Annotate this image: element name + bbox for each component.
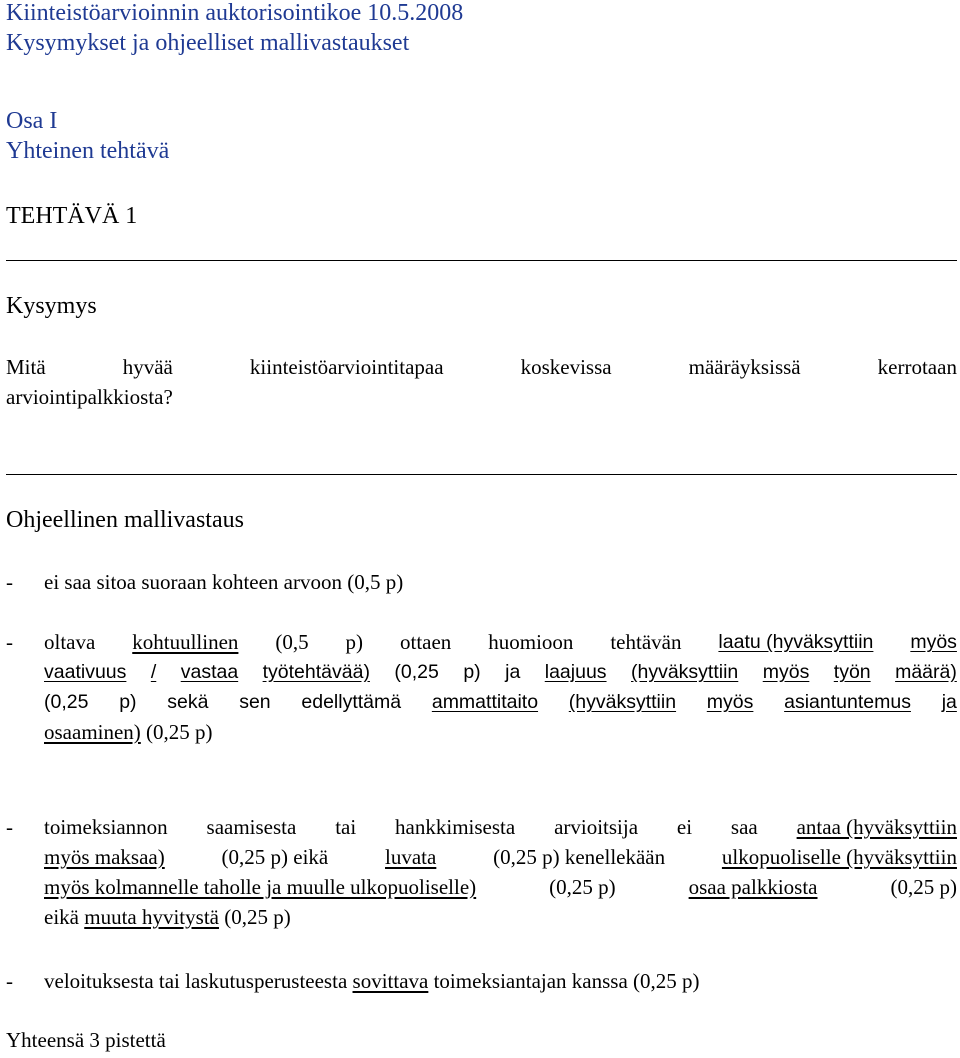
bullet-marker: - bbox=[6, 969, 13, 993]
answer-item-1: ei saa sitoa suoraan kohteen arvoon (0,5 p) bbox=[44, 570, 404, 594]
word: (0,5 bbox=[275, 630, 309, 654]
item2-line-1 bbox=[44, 627, 957, 657]
underlined-term: myös bbox=[706, 691, 754, 713]
underlined-term: työtehtävää) bbox=[262, 661, 370, 683]
underlined-term: laajuus bbox=[544, 661, 607, 683]
underlined-term: ammattitaito bbox=[431, 691, 539, 713]
question-word: koskevissa bbox=[520, 355, 612, 379]
answer-item-3 bbox=[44, 812, 957, 932]
part-label: Osa I bbox=[6, 108, 58, 134]
points: (0,25 p) bbox=[140, 720, 213, 744]
points: (0,25 p) bbox=[890, 875, 957, 899]
points: (0,25 p) kenellekään bbox=[493, 845, 666, 869]
item4-line bbox=[44, 966, 957, 996]
word: saa bbox=[730, 815, 758, 839]
underlined-term: määrä) bbox=[895, 661, 957, 683]
word: hankkimisesta bbox=[395, 815, 516, 839]
word: tehtävän bbox=[610, 630, 682, 654]
word: saamisesta bbox=[206, 815, 297, 839]
bullet-marker: - bbox=[6, 570, 13, 594]
item3-line-1 bbox=[44, 812, 957, 842]
points: (0,25 p) bbox=[218, 905, 291, 929]
underlined-term: osaa palkkiosta bbox=[688, 875, 818, 899]
underlined-term: / bbox=[150, 661, 157, 683]
question-word: määräyksissä bbox=[688, 355, 801, 379]
underlined-term: asiantuntemus bbox=[784, 691, 911, 713]
part-sublabel: Yhteinen tehtävä bbox=[6, 138, 170, 164]
word: eikä bbox=[44, 905, 79, 929]
underlined-term: ulkopuoliselle (hyväksyttiin bbox=[721, 845, 957, 869]
question-word: hyvää bbox=[122, 355, 173, 379]
underlined-term: sovittava bbox=[352, 969, 429, 993]
bullet-marker: - bbox=[6, 630, 13, 654]
item2-line-3 bbox=[44, 687, 957, 717]
question-line-2: arviointipalkkiosta? bbox=[6, 385, 173, 409]
underlined-term: myös bbox=[910, 631, 957, 653]
word: ja bbox=[505, 661, 521, 683]
underlined-term: laatu (hyväksyttiin bbox=[718, 631, 874, 653]
points: (0,25 p) bbox=[549, 875, 616, 899]
answer-item-2 bbox=[44, 627, 957, 747]
points: (0,25 p) eikä bbox=[221, 845, 329, 869]
text: toimeksiantajan kanssa (0,25 p) bbox=[428, 969, 700, 993]
word: ei bbox=[676, 815, 693, 839]
word: edellyttämä bbox=[301, 691, 402, 713]
underlined-term: työn bbox=[833, 661, 871, 683]
word: p) bbox=[119, 691, 137, 713]
item2-line-2 bbox=[44, 657, 957, 687]
header-line-1: Kiinteistöarvioinnin auktorisointikoe 10.5.2008 bbox=[6, 0, 464, 26]
word: ottaen bbox=[399, 630, 452, 654]
question-word: Mitä bbox=[6, 355, 46, 379]
word: sen bbox=[239, 691, 271, 713]
underlined-term: myös maksaa) bbox=[44, 845, 165, 869]
question-word: kerrotaan bbox=[877, 355, 957, 379]
word: tai bbox=[335, 815, 357, 839]
item3-line-2 bbox=[44, 842, 957, 872]
word: huomioon bbox=[488, 630, 574, 654]
total-points: Yhteensä 3 pistettä bbox=[6, 1028, 166, 1052]
divider-2 bbox=[6, 474, 957, 475]
word: (0,25 bbox=[44, 691, 89, 713]
underlined-term: myös bbox=[762, 661, 810, 683]
item2-line-4 bbox=[44, 717, 957, 747]
word: oltava bbox=[44, 630, 96, 654]
question-word: kiinteistöarviointitapaa bbox=[249, 355, 444, 379]
question-heading: Kysymys bbox=[6, 293, 97, 319]
question-line-1 bbox=[6, 352, 957, 382]
text: veloituksesta tai laskutusperusteesta bbox=[44, 969, 353, 993]
answer-item-4 bbox=[44, 966, 957, 996]
underlined-term: osaaminen) bbox=[44, 720, 141, 744]
answer-heading: Ohjeellinen mallivastaus bbox=[6, 507, 244, 533]
word: arvioitsija bbox=[554, 815, 639, 839]
underlined-term: (hyväksyttiin bbox=[568, 691, 677, 713]
underlined-term: myös kolmannelle taholle ja muulle ulkopuoliselle) bbox=[44, 875, 477, 899]
word: (0,25 bbox=[394, 661, 439, 683]
underlined-term: vaativuus bbox=[44, 661, 127, 683]
underlined-term: muuta hyvitystä bbox=[84, 905, 219, 929]
underlined-term: antaa (hyväksyttiin bbox=[796, 815, 957, 839]
divider-1 bbox=[6, 260, 957, 261]
task-title: TEHTÄVÄ 1 bbox=[6, 203, 138, 229]
underlined-term: kohtuullinen bbox=[132, 630, 239, 654]
word: p) bbox=[463, 661, 481, 683]
word: toimeksiannon bbox=[44, 815, 168, 839]
underlined-term: luvata bbox=[385, 845, 437, 869]
question-text bbox=[6, 352, 957, 412]
underlined-term: vastaa bbox=[180, 661, 239, 683]
underlined-term: ja bbox=[941, 691, 957, 713]
underlined-term: (hyväksyttiin bbox=[631, 661, 739, 683]
word: sekä bbox=[167, 691, 209, 713]
item3-line-3 bbox=[44, 872, 957, 902]
header-line-2: Kysymykset ja ohjeelliset mallivastaukset bbox=[6, 30, 410, 56]
bullet-marker: - bbox=[6, 815, 13, 839]
item3-line-4 bbox=[44, 902, 957, 932]
word: p) bbox=[345, 630, 364, 654]
